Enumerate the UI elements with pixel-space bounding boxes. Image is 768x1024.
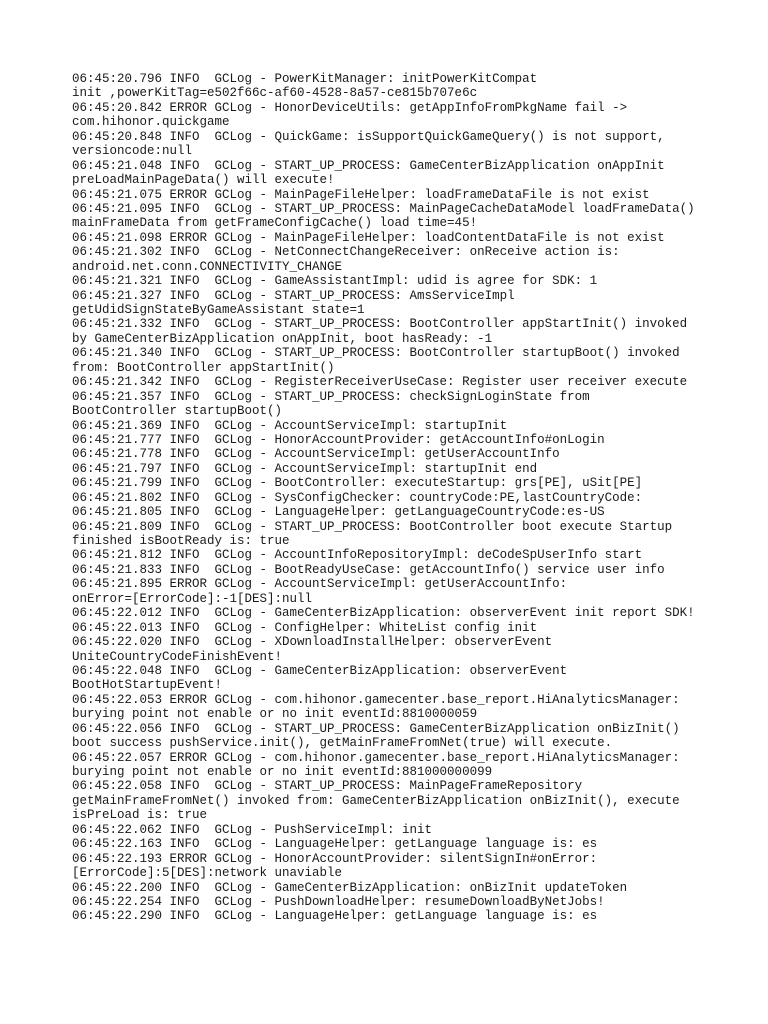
log-line: 06:45:22.048 INFO GCLog - GameCenterBizApplication: observerEvent	[72, 663, 568, 678]
log-line: 06:45:22.012 INFO GCLog - GameCenterBizApplication: observerEvent init report SDK!	[72, 606, 695, 621]
log-line: 06:45:21.342 INFO GCLog - RegisterReceiverUseCase: Register user receiver execute	[72, 375, 688, 390]
log-line: onError=[ErrorCode]:-1[DES]:null	[72, 591, 313, 606]
log-line: getMainFrameFromNet() invoked from: GameCenterBizApplication onBizInit(), execute	[72, 793, 680, 808]
log-line: 06:45:21.812 INFO GCLog - AccountInfoRepositoryImpl: deCodeSpUserInfo start	[72, 548, 643, 563]
log-text-block	[72, 72, 732, 924]
log-line: 06:45:20.842 ERROR GCLog - HonorDeviceUtils: getAppInfoFromPkgName fail ->	[72, 100, 628, 115]
log-line: 06:45:21.321 INFO GCLog - GameAssistantImpl: udid is agree for SDK: 1	[72, 274, 598, 289]
log-line: 06:45:20.796 INFO GCLog - PowerKitManager: initPowerKitCompat	[72, 72, 538, 86]
log-line: 06:45:21.895 ERROR GCLog - AccountServiceImpl: getUserAccountInfo:	[72, 577, 568, 592]
log-line: 06:45:20.848 INFO GCLog - QuickGame: isSupportQuickGameQuery() is not support,	[72, 129, 665, 144]
log-line: android.net.conn.CONNECTIVITY_CHANGE	[72, 259, 343, 274]
log-line: 06:45:21.075 ERROR GCLog - MainPageFileHelper: loadFrameDataFile is not exist	[72, 187, 650, 202]
log-line: 06:45:21.778 INFO GCLog - AccountServiceImpl: getUserAccountInfo	[72, 447, 560, 462]
log-line: [ErrorCode]:5[DES]:network unaviable	[72, 866, 343, 881]
log-line: 06:45:22.013 INFO GCLog - ConfigHelper: WhiteList config init	[72, 620, 538, 635]
log-line: 06:45:21.302 INFO GCLog - NetConnectChangeReceiver: onReceive action is:	[72, 245, 620, 260]
log-line: 06:45:21.095 INFO GCLog - START_UP_PROCESS: MainPageCacheDataModel loadFrameData()	[72, 201, 695, 216]
log-line: 06:45:22.056 INFO GCLog - START_UP_PROCESS: GameCenterBizApplication onBizInit()	[72, 721, 680, 736]
log-line: preLoadMainPageData() will execute!	[72, 173, 335, 188]
log-line: isPreLoad is: true	[72, 808, 208, 823]
log-line: from: BootController appStartInit()	[72, 360, 335, 375]
log-line: com.hihonor.quickgame	[72, 115, 230, 130]
log-line: 06:45:22.058 INFO GCLog - START_UP_PROCESS: MainPageFrameRepository	[72, 779, 583, 794]
log-line: 06:45:21.777 INFO GCLog - HonorAccountProvider: getAccountInfo#onLogin	[72, 432, 605, 447]
log-line: burying point not enable or no init eventId:881000000099	[72, 765, 493, 779]
log-line: burying point not enable or no init eventId:8810000059	[72, 707, 478, 722]
log-line: 06:45:21.340 INFO GCLog - START_UP_PROCESS: BootController startupBoot() invoked	[72, 346, 680, 361]
log-line: 06:45:21.799 INFO GCLog - BootController: executeStartup: grs[PE], uSit[PE]	[72, 476, 643, 491]
log-line: 06:45:21.805 INFO GCLog - LanguageHelper: getLanguageCountryCode:es-US	[72, 505, 605, 520]
log-line: 06:45:21.797 INFO GCLog - AccountServiceImpl: startupInit end	[72, 461, 538, 476]
log-line: 06:45:22.062 INFO GCLog - PushServiceImpl: init	[72, 822, 433, 837]
log-line: finished isBootReady is: true	[72, 534, 290, 548]
log-line: 06:45:21.833 INFO GCLog - BootReadyUseCase: getAccountInfo() service user info	[72, 562, 665, 577]
log-line: 06:45:22.020 INFO GCLog - XDownloadInstallHelper: observerEvent	[72, 635, 553, 650]
log-line: 06:45:22.254 INFO GCLog - PushDownloadHelper: resumeDownloadByNetJobs!	[72, 894, 605, 909]
log-line: init ,powerKitTag=e502f66c-af60-4528-8a57-ce815b707e6c	[72, 86, 478, 101]
log-line: 06:45:22.057 ERROR GCLog - com.hihonor.gamecenter.base_report.HiAnalyticsManager:	[72, 750, 680, 765]
log-line: 06:45:22.290 INFO GCLog - LanguageHelper: getLanguage language is: es	[72, 909, 598, 924]
log-line: 06:45:21.098 ERROR GCLog - MainPageFileHelper: loadContentDataFile is not exist	[72, 230, 665, 245]
log-line: 06:45:22.053 ERROR GCLog - com.hihonor.gamecenter.base_report.HiAnalyticsManager:	[72, 692, 680, 707]
log-line: 06:45:21.809 INFO GCLog - START_UP_PROCESS: BootController boot execute Startup	[72, 519, 673, 534]
log-line: by GameCenterBizApplication onAppInit, boot hasReady: -1	[72, 331, 493, 346]
log-line: 06:45:21.048 INFO GCLog - START_UP_PROCESS: GameCenterBizApplication onAppInit	[72, 158, 665, 173]
log-line: 06:45:21.327 INFO GCLog - START_UP_PROCESS: AmsServiceImpl	[72, 288, 515, 303]
log-line: 06:45:22.200 INFO GCLog - GameCenterBizApplication: onBizInit updateToken	[72, 880, 628, 895]
log-line: 06:45:21.332 INFO GCLog - START_UP_PROCESS: BootController appStartInit() invoked	[72, 317, 688, 332]
log-line: 06:45:21.369 INFO GCLog - AccountServiceImpl: startupInit	[72, 418, 508, 433]
log-line: 06:45:21.357 INFO GCLog - START_UP_PROCESS: checkSignLoginState from	[72, 389, 590, 404]
log-line: mainFrameData from getFrameConfigCache() load time=45!	[72, 216, 478, 231]
log-line: boot success pushService.init(), getMainFrameFromNet(true) will execute.	[72, 736, 613, 751]
log-line: UniteCountryCodeFinishEvent!	[72, 649, 283, 664]
log-line: BootController startupBoot()	[72, 404, 283, 419]
log-line: getUdidSignStateByGameAssistant state=1	[72, 303, 365, 317]
log-line: 06:45:21.802 INFO GCLog - SysConfigChecker: countryCode:PE,lastCountryCode:	[72, 490, 643, 505]
log-line: 06:45:22.163 INFO GCLog - LanguageHelper: getLanguage language is: es	[72, 837, 598, 852]
log-line: versioncode:null	[72, 144, 193, 159]
log-line: BootHotStartupEvent!	[72, 678, 223, 693]
log-line: 06:45:22.193 ERROR GCLog - HonorAccountProvider: silentSignIn#onError:	[72, 851, 598, 866]
